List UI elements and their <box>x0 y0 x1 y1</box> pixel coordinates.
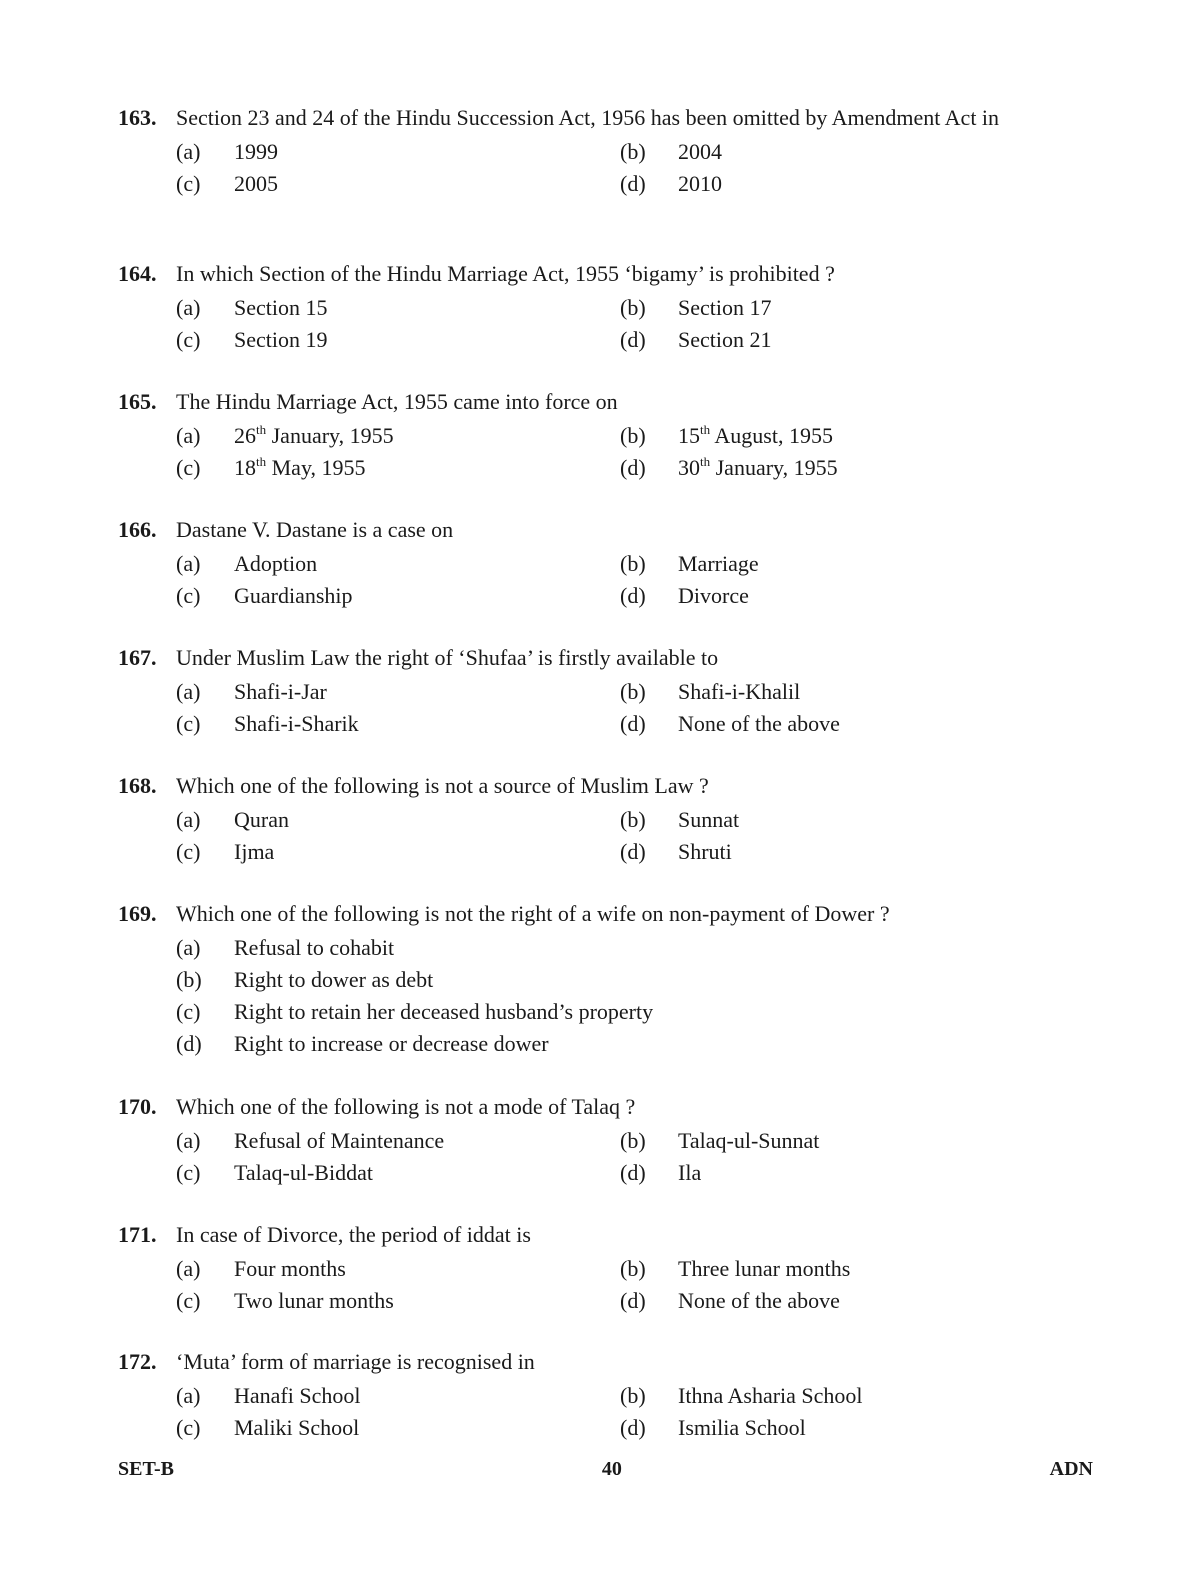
option-c: (c) Section 19 <box>176 327 328 352</box>
question-text: ‘Muta’ form of marriage is recognised in <box>176 1349 535 1374</box>
question-number: 172. <box>118 1349 157 1374</box>
option-d: (d) None of the above <box>620 711 840 736</box>
option-b: (b) Three lunar months <box>620 1256 851 1281</box>
question-166 <box>118 516 1108 612</box>
option-b: (b) Ithna Asharia School <box>620 1383 863 1408</box>
option-b: (b) Shafi-i-Khalil <box>620 679 801 704</box>
option-d: (d) Ila <box>620 1160 702 1185</box>
option-a: (a) Adoption <box>176 551 318 576</box>
question-163 <box>118 104 1108 200</box>
option-a: (a) Shafi-i-Jar <box>176 679 327 704</box>
option-a: (a) Four months <box>176 1256 346 1281</box>
option-c: (c) Maliki School <box>176 1415 360 1440</box>
option-c: (c) 18th May, 1955 <box>176 454 366 480</box>
question-text: Which one of the following is not a mode of Talaq ? <box>176 1094 636 1119</box>
question-169 <box>118 900 1108 1060</box>
question-168 <box>118 772 1108 868</box>
question-text: Which one of the following is not a source of Muslim Law ? <box>176 773 709 798</box>
question-171 <box>118 1221 1108 1317</box>
option-b: (b) Sunnat <box>620 807 740 832</box>
option-c: (c) Talaq-ul-Biddat <box>176 1160 373 1185</box>
option-d: (d) Section 21 <box>620 327 772 352</box>
option-c: (c) 2005 <box>176 171 278 196</box>
option-c: (c) Guardianship <box>176 583 353 608</box>
option-d: (d) 2010 <box>620 171 722 196</box>
option-b: (b) Section 17 <box>620 295 772 320</box>
option-a: (a) Section 15 <box>176 295 328 320</box>
question-number: 170. <box>118 1094 157 1119</box>
code-label: ADN <box>1049 1458 1093 1480</box>
question-text: Under Muslim Law the right of ‘Shufaa’ is firstly available to <box>176 645 719 670</box>
option-d: (d) Shruti <box>620 839 732 864</box>
option-c: (c) Ijma <box>176 839 275 864</box>
question-165 <box>118 388 1108 484</box>
question-167 <box>118 644 1108 740</box>
option-d: (d) None of the above <box>620 1288 840 1313</box>
question-number: 168. <box>118 773 157 798</box>
option-a: (a) Hanafi School <box>176 1383 361 1408</box>
option-d: (d) 30th January, 1955 <box>620 454 838 480</box>
option-a: (a) 1999 <box>176 139 278 164</box>
option-d: (d) Right to increase or decrease dower <box>176 1031 549 1056</box>
option-b: (b) Right to dower as debt <box>176 967 434 992</box>
question-number: 171. <box>118 1222 157 1247</box>
option-d: (d) Ismilia School <box>620 1415 806 1440</box>
option-b: (b) Talaq-ul-Sunnat <box>620 1128 820 1153</box>
option-a: (a) Refusal of Maintenance <box>176 1128 445 1153</box>
option-c: (c) Right to retain her deceased husband’s property <box>176 999 654 1024</box>
question-number: 163. <box>118 105 157 130</box>
question-number: 166. <box>118 517 157 542</box>
question-number: 167. <box>118 645 157 670</box>
question-text: Which one of the following is not the right of a wife on non-payment of Dower ? <box>176 901 890 926</box>
option-c: (c) Two lunar months <box>176 1288 394 1313</box>
option-c: (c) Shafi-i-Sharik <box>176 711 359 736</box>
page-number: 40 <box>601 1458 622 1480</box>
option-b: (b) 2004 <box>620 139 722 164</box>
page-footer <box>118 1458 1093 1481</box>
question-number: 165. <box>118 389 157 414</box>
set-label: SET-B <box>118 1458 174 1480</box>
option-d: (d) Divorce <box>620 583 749 608</box>
question-text: Section 23 and 24 of the Hindu Succession Act, 1956 has been omitted by Amendment Act in <box>176 105 1000 130</box>
question-text: In case of Divorce, the period of iddat is <box>176 1222 531 1247</box>
question-number: 169. <box>118 901 157 926</box>
question-170 <box>118 1093 1108 1189</box>
question-164 <box>118 260 1108 356</box>
question-text: In which Section of the Hindu Marriage Act, 1955 ‘bigamy’ is prohibited ? <box>176 261 835 286</box>
question-172 <box>118 1348 1108 1444</box>
option-a: (a) Quran <box>176 807 289 832</box>
question-text: Dastane V. Dastane is a case on <box>176 517 454 542</box>
question-number: 164. <box>118 261 157 286</box>
option-a: (a) Refusal to cohabit <box>176 935 395 960</box>
option-b: (b) 15th August, 1955 <box>620 422 833 448</box>
option-b: (b) Marriage <box>620 551 759 576</box>
question-text: The Hindu Marriage Act, 1955 came into force on <box>176 389 618 414</box>
option-a: (a) 26th January, 1955 <box>176 422 394 448</box>
